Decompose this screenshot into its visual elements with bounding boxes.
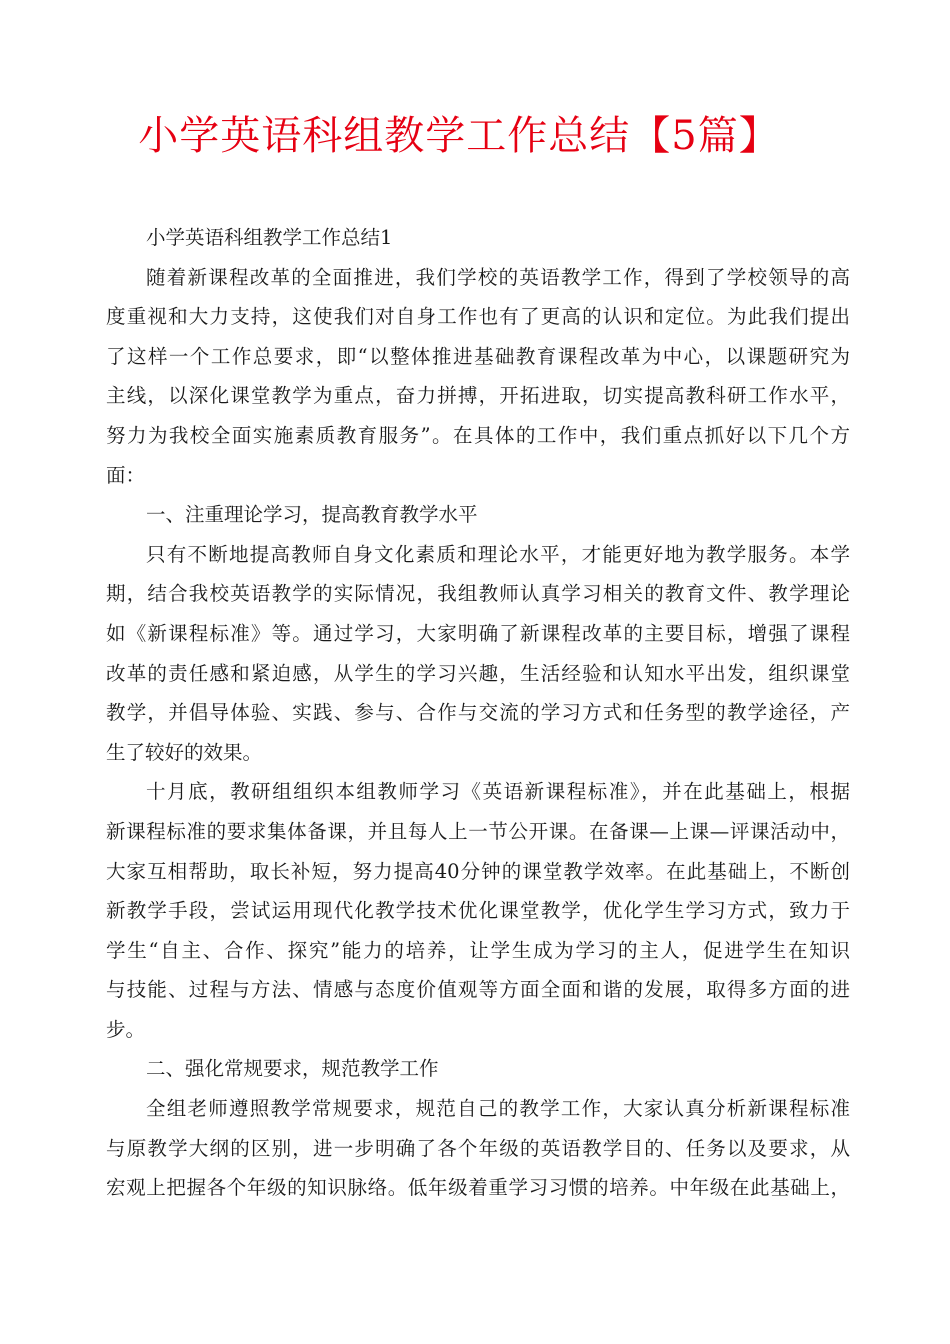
text-line: 新课程标准的要求集体备课，并且每人上一节公开课。在备课—上课—评课活动中， [106, 819, 850, 843]
text-line: 一、注重理论学习，提高教育教学水平 [146, 503, 478, 527]
document-body [106, 218, 850, 1208]
text-line: 大家互相帮助，取长补短，努力提高40分钟的课堂教学效率。在此基础上，不断创 [106, 859, 850, 883]
text-line: 小学英语科组教学工作总结1 [146, 226, 393, 249]
text-line: 教学，并倡导体验、实践、参与、合作与交流的学习方式和任务型的教学途径，产 [106, 701, 850, 725]
text-line: 如《新课程标准》等。通过学习，大家明确了新课程改革的主要目标，增强了课程 [106, 621, 850, 645]
text-line: 全组老师遵照教学常规要求，规范自己的教学工作，大家认真分析新课程标准 [146, 1097, 850, 1121]
text-line: 新教学手段，尝试运用现代化教学技术优化课堂教学，优化学生学习方式，致力于 [106, 899, 850, 923]
text-line: 宏观上把握各个年级的知识脉络。低年级着重学习习惯的培养。中年级在此基础上， [106, 1176, 850, 1200]
text-line: 与原教学大纲的区别，进一步明确了各个年级的英语教学目的、任务以及要求，从 [106, 1136, 850, 1160]
text-line: 努力为我校全面实施素质教育服务”。在具体的工作中，我们重点抓好以下几个方 [106, 423, 850, 447]
text-line: 生了较好的效果。 [106, 740, 263, 764]
text-line: 了这样一个工作总要求，即“以整体推进基础教育课程改革为中心，以课题研究为 [106, 344, 850, 368]
text-line: 改革的责任感和紧迫感，从学生的学习兴趣，生活经验和认知水平出发，组织课堂 [106, 661, 850, 685]
text-line: 与技能、过程与方法、情感与态度价值观等方面全面和谐的发展，取得多方面的进 [106, 978, 850, 1002]
text-line: 度重视和大力支持，这使我们对自身工作也有了更高的认识和定位。为此我们提出 [106, 305, 850, 329]
text-line: 主线，以深化课堂教学为重点，奋力拼搏，开拓进取，切实提高教科研工作水平， [106, 384, 850, 408]
text-line: 期，结合我校英语教学的实际情况，我组教师认真学习相关的教育文件、教学理论 [106, 582, 850, 606]
text-line: 随着新课程改革的全面推进，我们学校的英语教学工作，得到了学校领导的高 [146, 265, 850, 289]
text-line: 十月底，教研组组织本组教师学习《英语新课程标准》，并在此基础上，根据 [146, 780, 850, 804]
text-line: 步。 [106, 1017, 146, 1041]
text-line: 只有不断地提高教师自身文化素质和理论水平，才能更好地为教学服务。本学 [146, 542, 850, 566]
text-line: 二、强化常规要求，规范教学工作 [146, 1057, 439, 1081]
text-line: 学生“自主、合作、探究”能力的培养，让学生成为学习的主人，促进学生在知识 [106, 938, 850, 962]
text-line: 面： [106, 463, 146, 487]
document-title: 小学英语科组教学工作总结【5篇】 [138, 113, 780, 159]
